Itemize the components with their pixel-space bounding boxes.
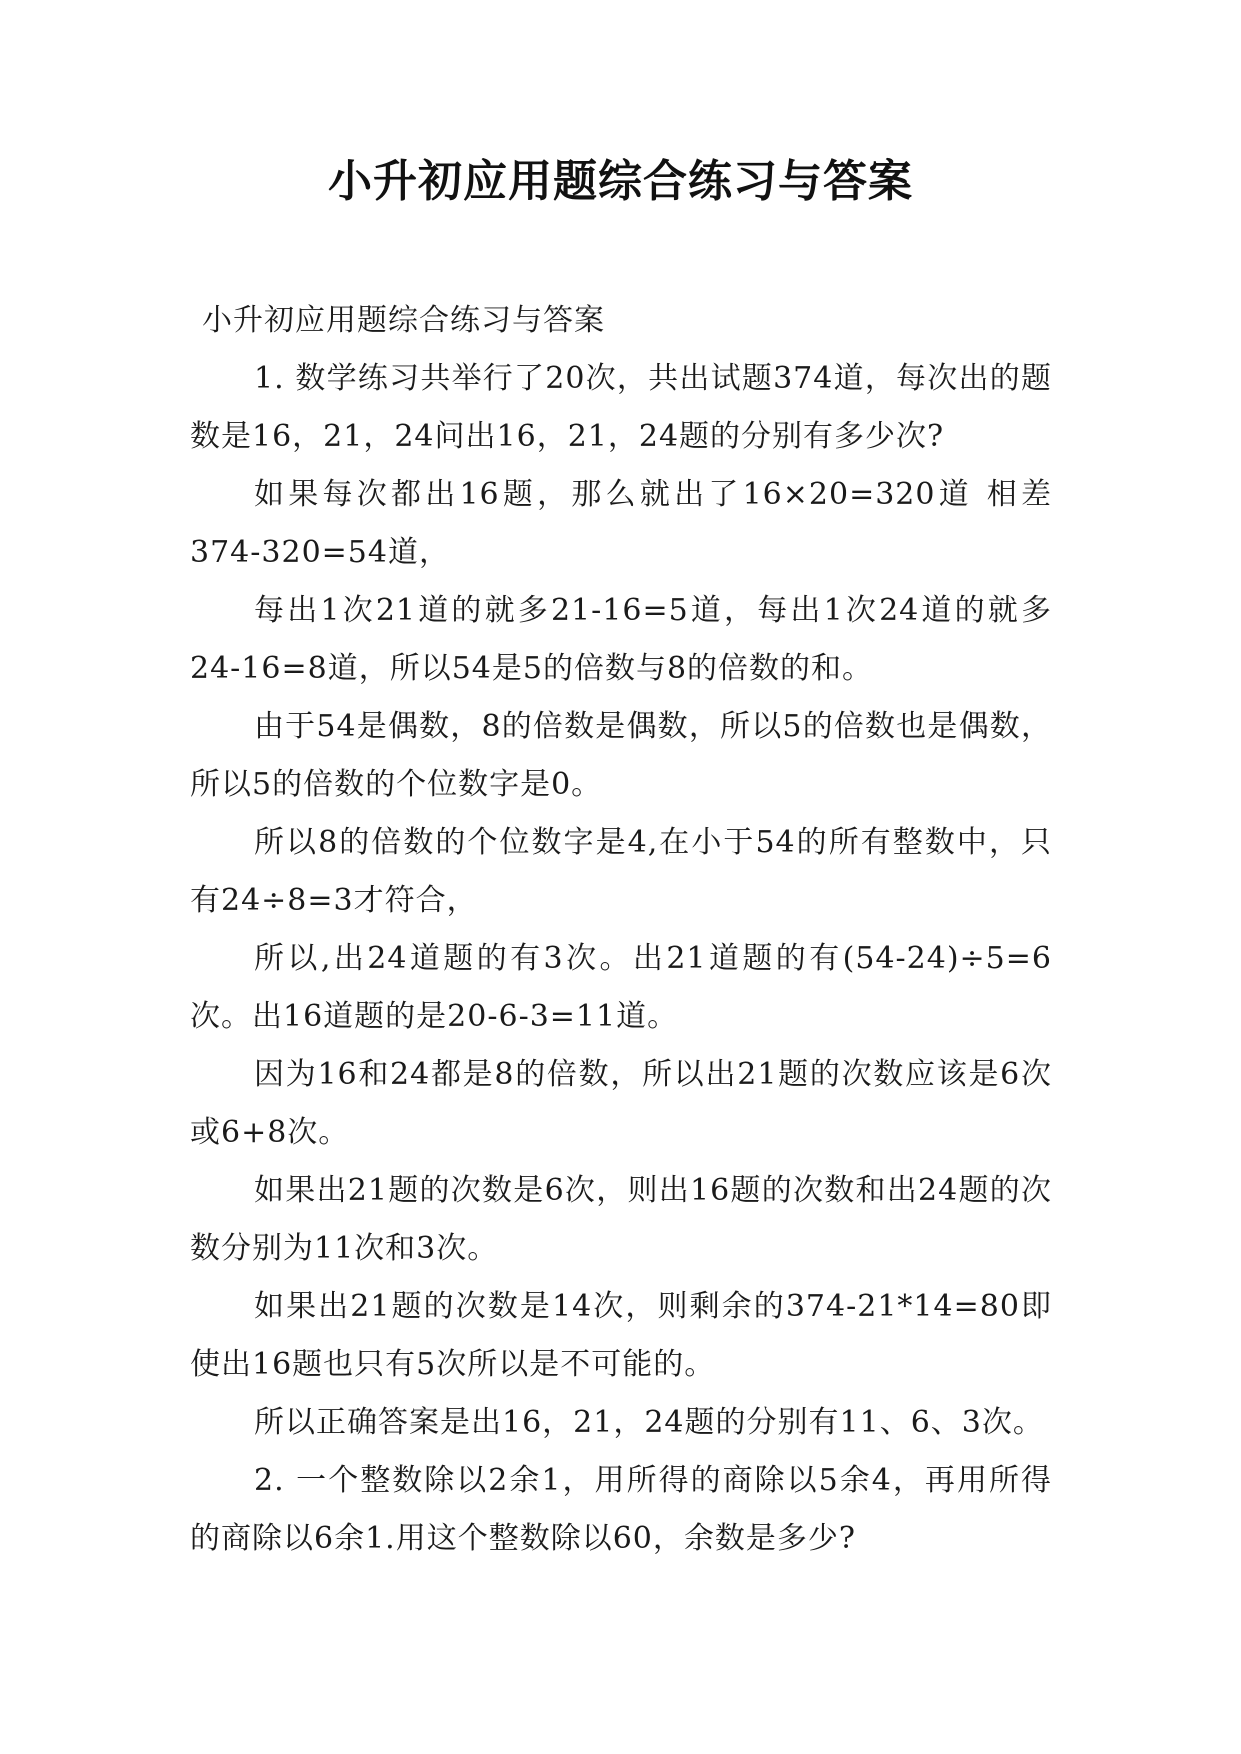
document-title: 小升初应用题综合练习与答案 [328, 156, 913, 207]
paragraph-solution-step: 如果出21题的次数是6次，则出16题的次数和出24题的次数分别为11次和3次。 [190, 1173, 1052, 1266]
paragraph-solution-step: 如果出21题的次数是14次，则剩余的374-21*14=80即使出16题也只有5次所以是不可能的。 [190, 1289, 1052, 1382]
paragraph-answer-1: 所以正确答案是出16，21，24题的分别有11、6、3次。 [254, 1405, 1044, 1440]
document-body [190, 292, 1052, 1568]
document-subtitle: 小升初应用题综合练习与答案 [202, 303, 605, 338]
paragraph-solution-step: 因为16和24都是8的倍数，所以出21题的次数应该是6次或6+8次。 [190, 1057, 1052, 1150]
paragraph-solution-step: 由于54是偶数，8的倍数是偶数，所以5的倍数也是偶数，所以5的倍数的个位数字是0。 [190, 709, 1052, 802]
paragraph-solution-step: 所以,出24道题的有3次。出21道题的有(54-24)÷5=6次。出16道题的是20-6-3=11道。 [190, 941, 1052, 1034]
paragraph-solution-step: 所以8的倍数的个位数字是4,在小于54的所有整数中，只有24÷8=3才符合， [190, 825, 1052, 918]
paragraph-question-2: 2. 一个整数除以2余1，用所得的商除以5余4，再用所得的商除以6余1.用这个整数除以60，余数是多少? [190, 1463, 1052, 1556]
paragraph-solution-step: 每出1次21道的就多21-16=5道，每出1次24道的就多24-16=8道，所以54是5的倍数与8的倍数的和。 [190, 593, 1052, 686]
paragraph-question-1: 1. 数学练习共举行了20次，共出试题374道，每次出的题数是16，21，24问出16，21，24题的分别有多少次? [190, 361, 1052, 454]
paragraph-solution-step: 如果每次都出16题，那么就出了16×20=320道 相差374-320=54道， [190, 477, 1052, 570]
